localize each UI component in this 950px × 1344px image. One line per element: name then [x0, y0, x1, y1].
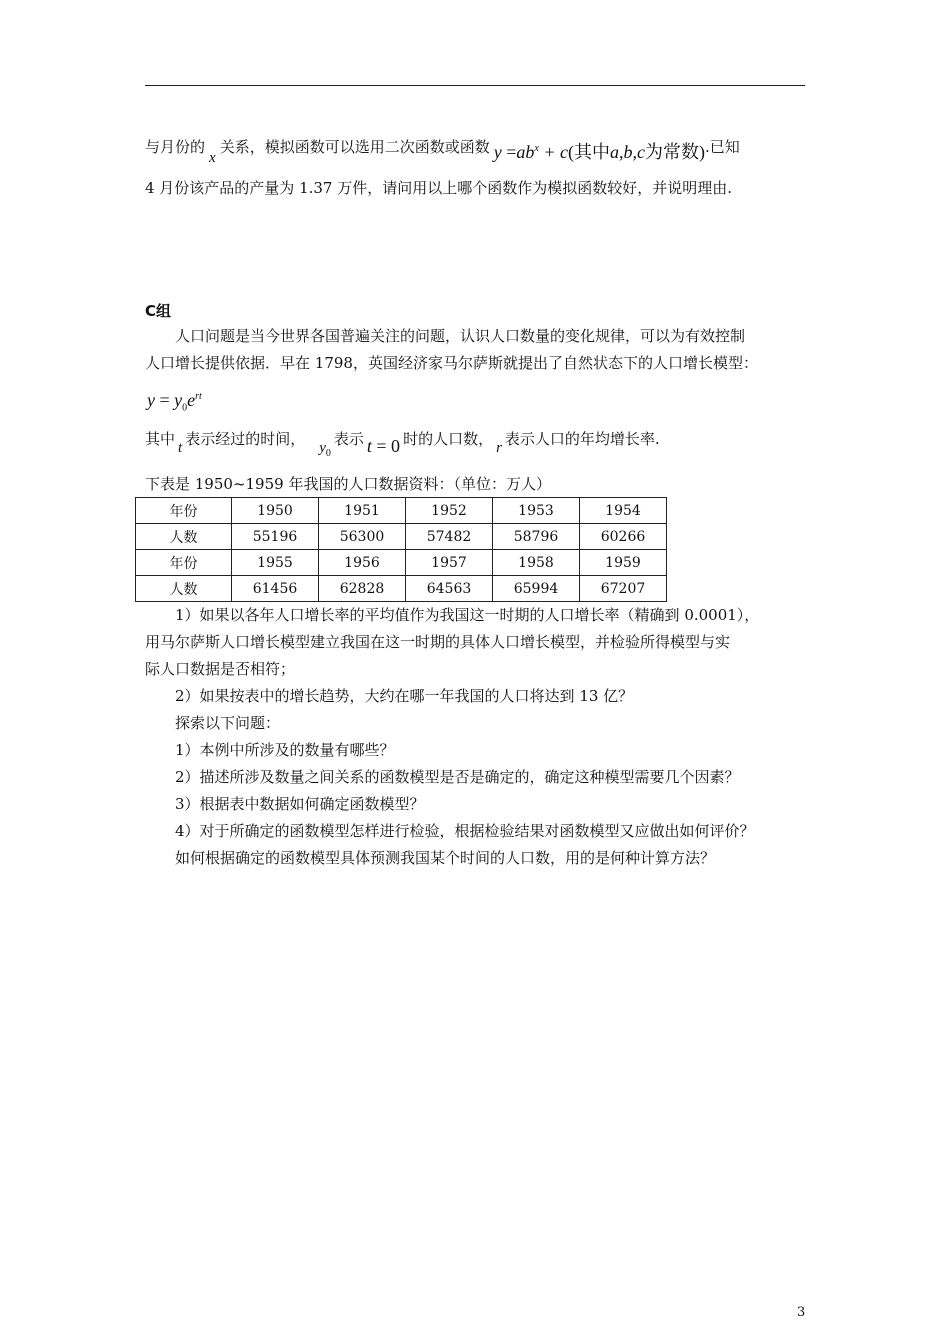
- top-line-2: 4 月份该产品的产量为 1.37 万件，请问用以上哪个函数作为模拟函数较好，并说明理由.: [145, 179, 733, 197]
- table-cell: 1954: [580, 498, 667, 524]
- var-t: t: [178, 440, 183, 456]
- text: 表示: [333, 430, 364, 448]
- formula-exp: x: [534, 143, 539, 154]
- model-y: y: [147, 390, 155, 410]
- formula-abc: a,b,c: [609, 142, 645, 162]
- explore-heading: 探索以下问题：: [175, 714, 281, 732]
- table-cell: 1958: [493, 550, 580, 576]
- text: 其中: [145, 430, 176, 448]
- table-row: [136, 524, 667, 550]
- table-cell: 56300: [319, 524, 406, 550]
- table-cell: 1955: [232, 550, 319, 576]
- question-1-line2: 用马尔萨斯人口增长模型建立我国在这一时期的具体人口增长模型，并检验所得模型与实: [145, 633, 731, 651]
- table-cell: 62828: [319, 576, 406, 602]
- table-cell: 年份: [136, 498, 232, 524]
- explanation-line: [145, 428, 660, 459]
- t-eq-rest: = 0: [371, 436, 401, 456]
- table-cell: 1959: [580, 550, 667, 576]
- table-cell: 1957: [406, 550, 493, 576]
- text: 时的人口数，: [403, 430, 494, 448]
- t-equals-zero: [367, 436, 400, 457]
- table-cell: 55196: [232, 524, 319, 550]
- question-1-line3: 际人口数据是否相符；: [145, 660, 296, 678]
- model-y0: y: [174, 390, 183, 410]
- var-r: r: [496, 440, 502, 456]
- table-cell: 1950: [232, 498, 319, 524]
- table-row: [136, 550, 667, 576]
- explore-item-2: 2）描述所涉及数量之间关系的函数模型是否是确定的，确定这种模型需要几个因素？: [175, 768, 740, 786]
- var-y0-sub: 0: [325, 448, 331, 459]
- text: 与月份的: [145, 138, 206, 156]
- question-2: 2）如果按表中的增长趋势，大约在哪一年我国的人口将达到 13 亿？: [175, 687, 634, 705]
- model-e: e: [187, 390, 196, 410]
- top-line-1: [145, 133, 740, 166]
- table-cell: 人数: [136, 524, 232, 550]
- question-1-line1: 1）如果以各年人口增长率的平均值作为我国这一时期的人口增长率（精确到 0.0001），: [175, 606, 760, 624]
- population-table: [135, 497, 667, 602]
- t-eq-var: t: [366, 436, 372, 456]
- header-rule: [145, 85, 805, 86]
- formula-plus-c: + c: [538, 142, 568, 162]
- section-heading: C组: [145, 302, 172, 320]
- table-cell: 1952: [406, 498, 493, 524]
- table-cell: 1953: [493, 498, 580, 524]
- formula-paren: (其中: [567, 142, 610, 162]
- formula-model-fn: [494, 142, 705, 163]
- text: 关系，模拟函数可以选用二次函数或函数: [219, 138, 490, 156]
- table-row: [136, 576, 667, 602]
- table-cell: 61456: [232, 576, 319, 602]
- table-cell: 1956: [319, 550, 406, 576]
- text: 表示经过的时间，: [185, 430, 306, 448]
- var-x: x: [209, 150, 216, 166]
- table-cell: 1951: [319, 498, 406, 524]
- explore-item-3: 3）根据表中数据如何确定函数模型？: [175, 795, 425, 813]
- table-cell: 57482: [406, 524, 493, 550]
- table-cell: 67207: [580, 576, 667, 602]
- formula-eq: =: [501, 142, 517, 162]
- table-cell: 65994: [493, 576, 580, 602]
- explore-item-1: 1）本例中所涉及的数量有哪些？: [175, 741, 395, 759]
- var-y0: y: [319, 440, 326, 456]
- formula-ab: ab: [516, 142, 535, 162]
- text: 表示人口的年均增长率.: [504, 430, 660, 448]
- table-cell: 60266: [580, 524, 667, 550]
- page-number: 3: [797, 1305, 806, 1320]
- table-cell: 人数: [136, 576, 232, 602]
- table-cell: 58796: [493, 524, 580, 550]
- model-exp: rt: [195, 391, 202, 402]
- table-cell: 64563: [406, 576, 493, 602]
- text: .已知: [704, 138, 740, 156]
- explore-item-4: 4）对于所确定的函数模型怎样进行检验，根据检验结果对函数模型又应做出如何评价？: [175, 822, 755, 840]
- explore-item-5: 如何根据确定的函数模型具体预测我国某个时间的人口数，用的是何种计算方法？: [175, 849, 716, 867]
- model-y0-sub: 0: [182, 402, 188, 414]
- formula-y: y: [493, 142, 502, 162]
- formula-const: 为常数): [644, 142, 705, 162]
- model-eq: =: [155, 390, 175, 410]
- para1-line2: 人口增长提供依据．早在 1798，英国经济家马尔萨斯就提出了自然状态下的人口增长模型：: [145, 354, 758, 372]
- growth-model-formula: [147, 387, 202, 419]
- table-row: [136, 498, 667, 524]
- para1-line1: 人口问题是当今世界各国普遍关注的问题，认识人口数量的变化规律，可以为有效控制: [175, 327, 746, 345]
- table-cell: 年份: [136, 550, 232, 576]
- table-caption: 下表是 1950~1959 年我国的人口数据资料：（单位：万人）: [145, 475, 551, 493]
